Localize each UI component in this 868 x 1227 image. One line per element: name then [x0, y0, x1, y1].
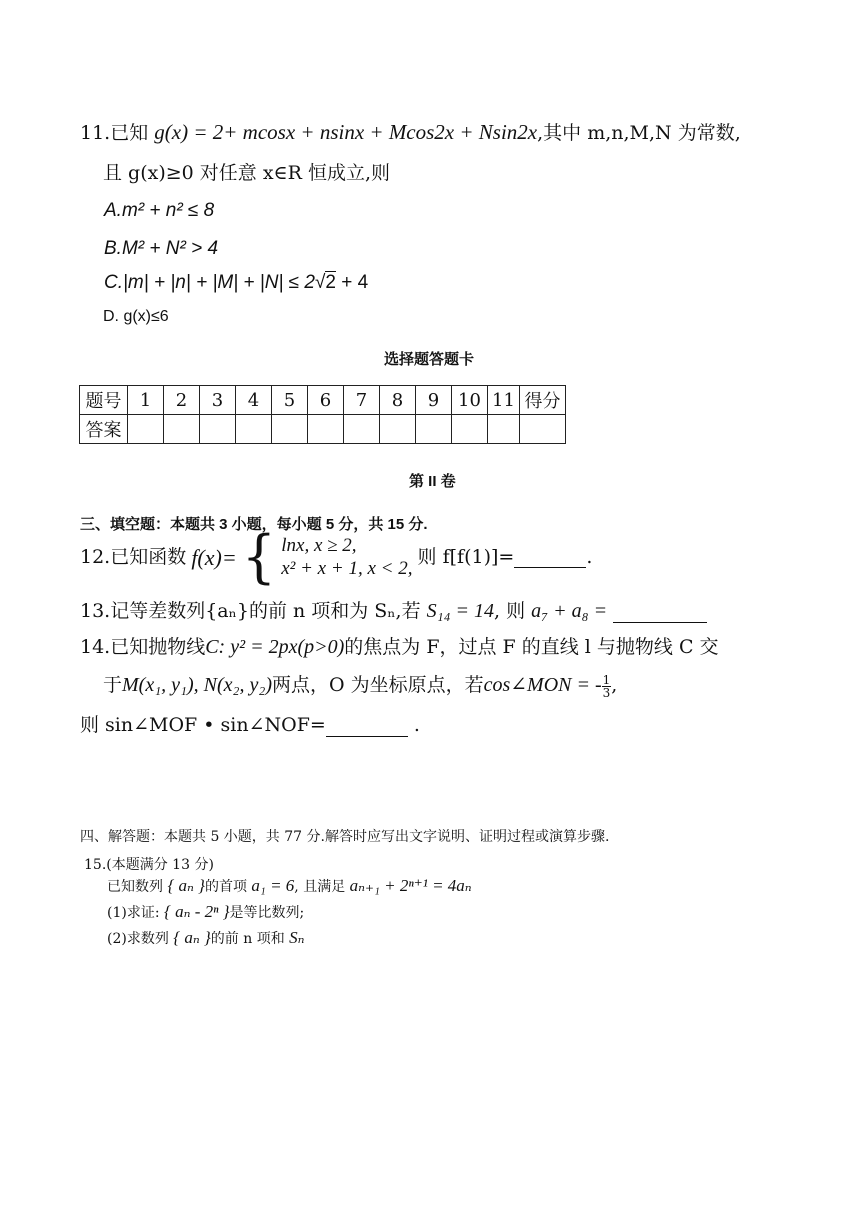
- q11-stem-line2: 且 g(x)≥0 对任意 x∈R 恒成立,则: [103, 162, 390, 184]
- q14-points: M(x₁, y₁), N(x₂, y₂): [122, 674, 272, 696]
- answer-card-row-numbers: [80, 386, 566, 415]
- q11-option-c-main: C.|m| + |n| + |M| + |N| ≤ 2: [104, 272, 315, 293]
- left-brace: {: [241, 523, 277, 590]
- answer-cell[interactable]: [380, 415, 416, 444]
- q11-suffix: ,其中 m,n,M,N 为常数,: [537, 122, 741, 144]
- q11-function: g(x) = 2+ mcosx + nsinx + Mcos2x + Nsin2x: [154, 120, 538, 144]
- question-number-cell: 8: [380, 386, 416, 415]
- answer-card-table: [79, 385, 566, 444]
- score-label-cell: 得分: [520, 386, 566, 415]
- q13-sum: S₁₄ = 14: [426, 600, 495, 622]
- q11-prefix: 11.已知: [80, 122, 149, 144]
- q12-cases: [281, 534, 412, 580]
- q15-part2-sn: Sₙ: [289, 928, 305, 947]
- q13-target: a₇ + a₈ =: [531, 600, 608, 622]
- q15-first-term: a₁ = 6: [251, 876, 295, 895]
- q15-recurrence: aₙ₊₁ + 2ⁿ⁺¹ = 4aₙ: [349, 876, 472, 895]
- question-number-cell: 6: [308, 386, 344, 415]
- q13-answer-blank[interactable]: [613, 602, 707, 623]
- q15-line1-a: 已知数列: [107, 879, 163, 895]
- section-4-header: 四、解答题：本题共 5 小题，共 77 分.解答时应写出文字说明、证明过程或演算步骤.: [80, 829, 610, 845]
- q13-mid: , 则: [494, 600, 526, 622]
- question-number-cell: 3: [200, 386, 236, 415]
- q14-comma: ,: [611, 674, 618, 696]
- question-number-cell: 9: [416, 386, 452, 415]
- answer-card-row-answers: [80, 415, 566, 444]
- q15-part2-a: (2)求数列: [107, 931, 169, 947]
- q11-stem-line1: [80, 118, 741, 145]
- q11-option-a: A.m² + n² ≤ 8: [104, 200, 215, 221]
- q15-line1-b: 的首项: [204, 879, 247, 895]
- sqrt-symbol: √: [314, 272, 326, 293]
- q15-sequence: { aₙ }: [167, 876, 205, 895]
- answer-cell[interactable]: [272, 415, 308, 444]
- q12-prefix: 12.已知函数: [80, 545, 187, 568]
- row-label-number: 题号: [80, 386, 128, 415]
- q11-option-d: D. g(x)≤6: [103, 308, 169, 325]
- q13-text: 13.记等差数列{aₙ}的前 n 项和为 Sₙ,若: [80, 600, 421, 622]
- fraction-denominator: 3: [602, 685, 611, 700]
- q14-answer-blank[interactable]: [326, 716, 408, 737]
- answer-cell[interactable]: [200, 415, 236, 444]
- answer-cell[interactable]: [488, 415, 520, 444]
- question-number-cell: 11: [488, 386, 520, 415]
- q12-case-2: x² + x + 1, x < 2,: [281, 558, 413, 579]
- q14-line1-suffix: 的焦点为 F，过点 F 的直线 l 与抛物线 C 交: [344, 636, 719, 658]
- row-label-answer: 答案: [80, 415, 128, 444]
- q12-fx: f(x)=: [191, 544, 237, 570]
- question-number-cell: 10: [452, 386, 488, 415]
- q15-part1-b: 是等比数列;: [229, 905, 305, 921]
- section-3-header: 三、填空题：本题共 3 小题，每小题 5 分，共 15 分.: [80, 516, 428, 533]
- question-number-cell: 4: [236, 386, 272, 415]
- q14-line3-text: 则 sin∠MOF • sin∠NOF=: [80, 714, 326, 736]
- q14-prefix: 14.已知抛物线: [80, 636, 206, 658]
- q15-title: 15.(本题满分 13 分): [84, 857, 214, 873]
- question-number-cell: 2: [164, 386, 200, 415]
- score-cell[interactable]: [520, 415, 566, 444]
- q14-line2-mid: 两点，O 为坐标原点，若: [271, 674, 484, 696]
- question-number-cell: 7: [344, 386, 380, 415]
- answer-cell[interactable]: [128, 415, 164, 444]
- q12-answer-blank[interactable]: [514, 547, 586, 568]
- q14-cos: cos∠MON = -: [483, 674, 602, 696]
- answer-cell[interactable]: [344, 415, 380, 444]
- q15-part1-seq: { aₙ - 2ⁿ }: [164, 902, 230, 921]
- q11-option-b: B.M² + N² > 4: [104, 238, 219, 259]
- q14-line1: [80, 632, 719, 659]
- question-number-cell: 1: [128, 386, 164, 415]
- q15-part2-seq: { aₙ }: [173, 928, 211, 947]
- q11-option-c-tail: + 4: [335, 272, 369, 293]
- q12-suffix: 则 f[f(1)]=: [417, 545, 515, 568]
- q14-end: .: [413, 714, 420, 736]
- q15-line1-c: , 且满足: [294, 879, 346, 895]
- q15-line1: [107, 876, 472, 896]
- answer-cell[interactable]: [236, 415, 272, 444]
- answer-cell[interactable]: [452, 415, 488, 444]
- q15-part1-a: (1)求证:: [107, 905, 160, 921]
- answer-cell[interactable]: [416, 415, 452, 444]
- q13: [80, 596, 707, 623]
- q12-case-1: lnx, x ≥ 2,: [281, 535, 357, 556]
- q14-fraction: [602, 674, 612, 699]
- answer-card-title: 选择题答题卡: [384, 351, 475, 368]
- q11-option-c-radicand: 2: [325, 272, 336, 293]
- q14-line2: [103, 670, 617, 699]
- q14-parabola: C: y² = 2px(p>0): [205, 636, 345, 658]
- q15-part1: [107, 902, 304, 922]
- q12-end: .: [586, 545, 593, 568]
- fraction-numerator: 1: [602, 672, 611, 687]
- question-number-cell: 5: [272, 386, 308, 415]
- part-2-title: 第 II 卷: [409, 473, 456, 490]
- q15-part2-b: 的前 n 项和: [210, 931, 285, 947]
- q14-line2-prefix: 于: [103, 674, 123, 696]
- answer-cell[interactable]: [308, 415, 344, 444]
- q11-option-c: [104, 272, 368, 294]
- q14-line3: [80, 710, 420, 737]
- answer-cell[interactable]: [164, 415, 200, 444]
- q15-part2: [107, 928, 305, 948]
